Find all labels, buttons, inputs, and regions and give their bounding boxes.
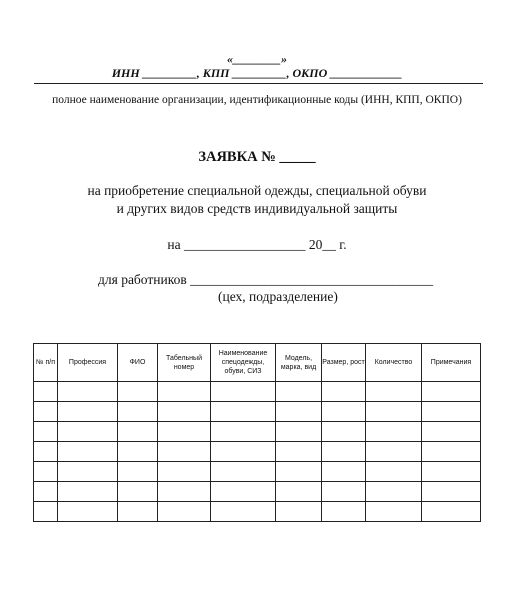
table-cell[interactable] xyxy=(118,382,158,402)
department-caption: (цех, подразделение) xyxy=(218,289,338,304)
table-cell[interactable] xyxy=(158,502,211,522)
table-cell[interactable] xyxy=(211,502,276,522)
table-row xyxy=(34,402,481,422)
table-cell[interactable] xyxy=(276,462,322,482)
table-cell[interactable] xyxy=(118,482,158,502)
table-cell[interactable] xyxy=(118,502,158,522)
table-row xyxy=(34,382,481,402)
table-cell[interactable] xyxy=(276,402,322,422)
table-cell[interactable] xyxy=(366,502,422,522)
table-cell[interactable] xyxy=(422,442,481,462)
table-cell[interactable] xyxy=(34,422,58,442)
table-cell[interactable] xyxy=(34,402,58,422)
column-header-model: Модель, марка, вид xyxy=(276,344,322,382)
table-cell[interactable] xyxy=(158,422,211,442)
table-cell[interactable] xyxy=(276,442,322,462)
table-cell[interactable] xyxy=(58,482,118,502)
subtitle-line-1: на приобретение специальной одежды, специальной обуви xyxy=(87,183,427,198)
column-header-item-name: Наименование спецодежды, обуви, СИЗ xyxy=(211,344,276,382)
table-cell[interactable] xyxy=(58,502,118,522)
table-cell[interactable] xyxy=(322,462,366,482)
column-header-profession: Профессия xyxy=(58,344,118,382)
table-cell[interactable] xyxy=(58,442,118,462)
table-cell[interactable] xyxy=(211,442,276,462)
column-header-size: Размер, рост xyxy=(322,344,366,382)
request-table xyxy=(33,343,481,522)
table-cell[interactable] xyxy=(422,482,481,502)
column-header-quantity: Количество xyxy=(366,344,422,382)
subtitle-line-2: и других видов средств индивидуальной защиты xyxy=(116,201,398,216)
table-cell[interactable] xyxy=(322,442,366,462)
table-row xyxy=(34,502,481,522)
table-cell[interactable] xyxy=(422,502,481,522)
table-cell[interactable] xyxy=(366,422,422,442)
table-cell[interactable] xyxy=(366,382,422,402)
table-cell[interactable] xyxy=(422,462,481,482)
workers-line: для работников ____________________________________ xyxy=(98,272,434,287)
table-cell[interactable] xyxy=(276,382,322,402)
table-cell[interactable] xyxy=(322,502,366,522)
table-cell[interactable] xyxy=(322,422,366,442)
table-cell[interactable] xyxy=(211,422,276,442)
table-cell[interactable] xyxy=(158,402,211,422)
table-cell[interactable] xyxy=(58,462,118,482)
table-cell[interactable] xyxy=(276,482,322,502)
table-cell[interactable] xyxy=(322,382,366,402)
table-cell[interactable] xyxy=(118,402,158,422)
column-header-personnel-number: Табельный номер xyxy=(158,344,211,382)
table-row xyxy=(34,462,481,482)
table-cell[interactable] xyxy=(422,402,481,422)
org-codes-line: ИНН _________, КПП _________, ОКПО ____________ xyxy=(111,66,403,80)
table-cell[interactable] xyxy=(118,462,158,482)
table-cell[interactable] xyxy=(58,402,118,422)
table-cell[interactable] xyxy=(34,502,58,522)
table-cell[interactable] xyxy=(276,422,322,442)
table-row xyxy=(34,422,481,442)
org-name-caption: полное наименование организации, идентификационные коды (ИНН, КПП, ОКПО) xyxy=(52,94,462,106)
table-cell[interactable] xyxy=(34,442,58,462)
table-cell[interactable] xyxy=(118,422,158,442)
document-title: ЗАЯВКА № _____ xyxy=(198,149,316,165)
table-cell[interactable] xyxy=(366,462,422,482)
table-row xyxy=(34,442,481,462)
table-cell[interactable] xyxy=(211,402,276,422)
table-cell[interactable] xyxy=(158,382,211,402)
table-cell[interactable] xyxy=(34,462,58,482)
table-cell[interactable] xyxy=(366,402,422,422)
table-cell[interactable] xyxy=(211,462,276,482)
org-name-rule xyxy=(34,83,483,84)
column-header-number: № п/п xyxy=(34,344,58,382)
table-cell[interactable] xyxy=(422,422,481,442)
table-cell[interactable] xyxy=(118,442,158,462)
table-body xyxy=(34,382,481,522)
date-line: «________» xyxy=(227,52,287,66)
column-header-notes: Примечания xyxy=(422,344,481,382)
table-cell[interactable] xyxy=(158,482,211,502)
table-cell[interactable] xyxy=(322,482,366,502)
table-row xyxy=(34,482,481,502)
year-line: на __________________ 20__ г. xyxy=(167,237,347,252)
table-cell[interactable] xyxy=(276,502,322,522)
table-cell[interactable] xyxy=(34,382,58,402)
table-cell[interactable] xyxy=(211,382,276,402)
table-cell[interactable] xyxy=(422,382,481,402)
table-cell[interactable] xyxy=(322,402,366,422)
table-cell[interactable] xyxy=(34,482,58,502)
table-cell[interactable] xyxy=(58,382,118,402)
table-cell[interactable] xyxy=(366,482,422,502)
table-cell[interactable] xyxy=(366,442,422,462)
column-header-full-name: ФИО xyxy=(118,344,158,382)
table-cell[interactable] xyxy=(158,462,211,482)
table-cell[interactable] xyxy=(58,422,118,442)
table-cell[interactable] xyxy=(158,442,211,462)
table-header-row xyxy=(34,344,481,382)
table-cell[interactable] xyxy=(211,482,276,502)
